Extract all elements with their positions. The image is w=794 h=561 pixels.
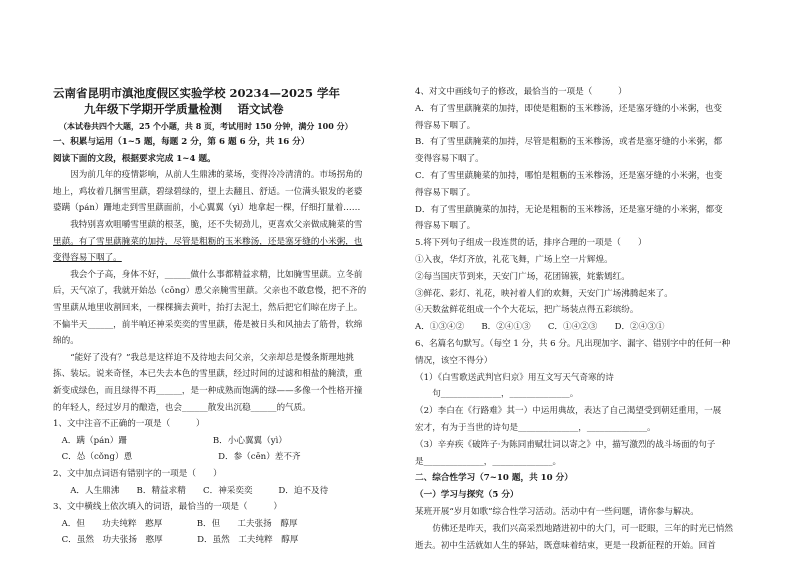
left-text-line: C．虽然 功夫张扬 憨厚 D．虽然 工夫纯粹 醇厚 xyxy=(53,535,299,546)
right-text-line: 情况，该空不得分） xyxy=(415,355,493,366)
right-text-line: 句______________，______________。 xyxy=(415,389,579,400)
left-text-line: 3、文中横线上依次填入的词语，最恰当的一项是（ ） xyxy=(53,502,282,513)
left-text-line: 雪里蕻从地里收割回来，一棵棵摘去黄叶，抬打去泥土，然后把它们晾在房子上。 xyxy=(53,303,363,313)
right-text-line: 宏才，有为于当世的诗句是______________，______________。 xyxy=(415,423,656,433)
left-text-line: 我特别喜欢咀嚼雪里蕻的根茎，脆，还不失韧劲儿，更喜欢父亲做成腌菜的雪 xyxy=(53,220,363,230)
left-text-line: 一、积累与运用（1~5 题，每题 2 分，第 6 题 6 分，共 16 分） xyxy=(53,137,310,147)
right-text-line: B．有了雪里蕻腌菜的加持，尽管是粗粝的玉米糁汤，或者是塞牙缝的小米粥，都 xyxy=(415,137,723,148)
right-text-line: （2）李白在《行路难》其一）中运用典故，表达了自己渴望受到朝廷重用，一展 xyxy=(415,406,722,417)
right-text-line: ③鲜花、彩灯、礼花，映衬着人们的欢舞，天安门广场沸腾起来了。 xyxy=(415,288,673,299)
right-text-line: （3）辛弃疾《破阵子·为陈同甫赋壮词以寄之》中，描写激烈的战斗场面的句子 xyxy=(415,439,716,450)
right-text-line: A．有了雪里蕻腌菜的加持，即使是粗粝的玉米糁汤，还是塞牙缝的小米粥，也变 xyxy=(415,103,722,114)
left-text-line: 的年轻人，经过岁月的酿造，也会______散发出沉稳______的气质。 xyxy=(53,402,311,413)
right-text-line: 4、对文中画线句子的修改，最恰当的一项是（ ） xyxy=(415,87,627,97)
left-text-line: 新变成绿色，而且绿得不再______，是一种成熟而饱满的绿——多像一个性格开撞 xyxy=(53,386,363,396)
right-text-line: （1）《白雪歌送武判官归京》用互文写天气奇寒的诗 xyxy=(415,372,614,383)
left-text-line: 变得容易下咽了。 xyxy=(53,253,122,264)
exam-title-line1: 云南省昆明市滇池度假区实验学校 20234—2025 学年 xyxy=(53,86,341,100)
right-text-line: 5.将下列句子组成一段连贯的话，排序合理的一项是（ ） xyxy=(415,238,647,249)
right-text-line: ④天数盆鲜花组成一个个大花坛，把广场装点得五彩缤纷。 xyxy=(415,305,639,316)
exam-note: （本试卷共四个大题，25 个小题，共 8 页，考试用时 150 分钟，满分 100 分） xyxy=(59,121,353,131)
right-text-line: C．有了雪里蕻腌菜的加持，哪怕是粗粝的玉米糁汤，还是塞牙缝的小米粥，也变 xyxy=(415,171,723,181)
left-text-line: 不偏半天______，前半响还神采奕奕的雪里蕻，倦是被日头和风抽去了筋骨，软绵 xyxy=(53,319,363,330)
left-text-line: 阅读下面的文段，根据要求完成 1~4 题。 xyxy=(53,153,216,164)
left-text-line: A．人生鼎沸 B．精益求精 C．神采奕奕 D．迫不及待 xyxy=(53,485,329,496)
left-text-line: 地上，鸡妆着几捆雪里蕻，碧绿碧绿的，望上去翻且、舒适。一位满头银发的老婆 xyxy=(53,186,363,197)
left-text-line: 婆蹒（pán）跚地走到雪里蕻面前，小心翼翼（yì）地拿起一棵，仔细打量着…… xyxy=(53,203,361,214)
left-text-line: 拣、装坛。说来奇怪，本已失去本色的雪里蕻，经过时间的过滤和相盐的腌渍，重 xyxy=(53,369,363,380)
right-text-line: 某班开展“岁月如歌”综合性学习活动。活动中有一些问题，请你参与解决。 xyxy=(415,507,699,517)
right-text-line: 得容易下咽了。 xyxy=(415,120,476,131)
left-text-line: 绵的。 xyxy=(53,336,79,347)
left-text-line: 2、文中加点词语有错别字的一项是（ ） xyxy=(53,469,222,479)
right-text-line: 逝去。初中生活就如人生的驿站，既意味着结束，更是一段新征程的开始。回首 xyxy=(415,540,716,551)
left-text-line: 我会个子高，身体不好，______做什么事都精益求精，比如腌雪里蕻。立冬前 xyxy=(53,269,363,280)
left-text-line: 后，天气凉了，我就开始怂（cōng）恿父亲腌雪里蕻。父亲也不敢怠慢，把不齐的 xyxy=(53,286,367,297)
right-text-line: 二、综合性学习（7~10 题，共 10 分） xyxy=(415,473,573,484)
right-text-line: 6、名篇名句默写。（每空 1 分，共 6 分。凡出现加字、漏字、错别字中的任何一种 xyxy=(415,339,731,349)
right-text-line: 仿佛还是昨天，我们兴高采烈地踏进初中的大门，可一眨眼，三年的时光已悄然 xyxy=(415,523,733,534)
left-text-line: A．蹒（pán）跚 B．小心翼翼（yì） xyxy=(53,435,287,446)
right-text-line: （一）学习与探究（5 分） xyxy=(415,490,519,501)
left-text-line: 里蕻。有了雪里蕻腌菜的加持，尽管是粗粝的玉米糁汤，还是塞牙缝的小米粥，也 xyxy=(53,236,363,247)
left-text-line: 因为前几年的疫情影响，从前人生鼎沸的菜场，变得冷冷清清的。市场拐角的 xyxy=(53,170,363,181)
right-text-line: 得容易下咽了。 xyxy=(415,187,476,198)
right-text-line: ①入夜，华灯齐放，礼花飞舞，广场上空一片辉煌。 xyxy=(415,255,613,265)
left-text-line: 1、文中注音不正确的一项是（ ） xyxy=(53,419,205,430)
exam-title-line2: 九年级下学期开学质量检测 语文试卷 xyxy=(84,102,284,116)
left-text-line: A．但 功夫纯粹 憨厚 B．但 工夫张扬 醇厚 xyxy=(53,518,298,529)
right-text-line: A．①③④② B．②④①③ C．①④②③ D．②④③① xyxy=(415,322,665,333)
right-text-line: 得容易下咽了。 xyxy=(415,221,476,232)
right-text-line: 是______________，______________。 xyxy=(415,456,562,467)
right-text-line: ②每当国庆节到来，天安门广场，花团锦簇，姹紫嫣红。 xyxy=(415,271,630,282)
right-text-line: 变得容易下咽了。 xyxy=(415,154,484,165)
left-text-line: C．怂（cǒng）恿 D．参（cēn）差不齐 xyxy=(53,452,301,463)
right-text-line: D．有了雪里蕻腌菜的加持，无论是粗粝的玉米糁汤，还是塞牙缝的小米粥，都变 xyxy=(415,204,723,215)
left-text-line: “能好了没有？”我总是这样迫不及待地去问父亲，父亲却总是慢条斯理地挑 xyxy=(53,352,354,363)
